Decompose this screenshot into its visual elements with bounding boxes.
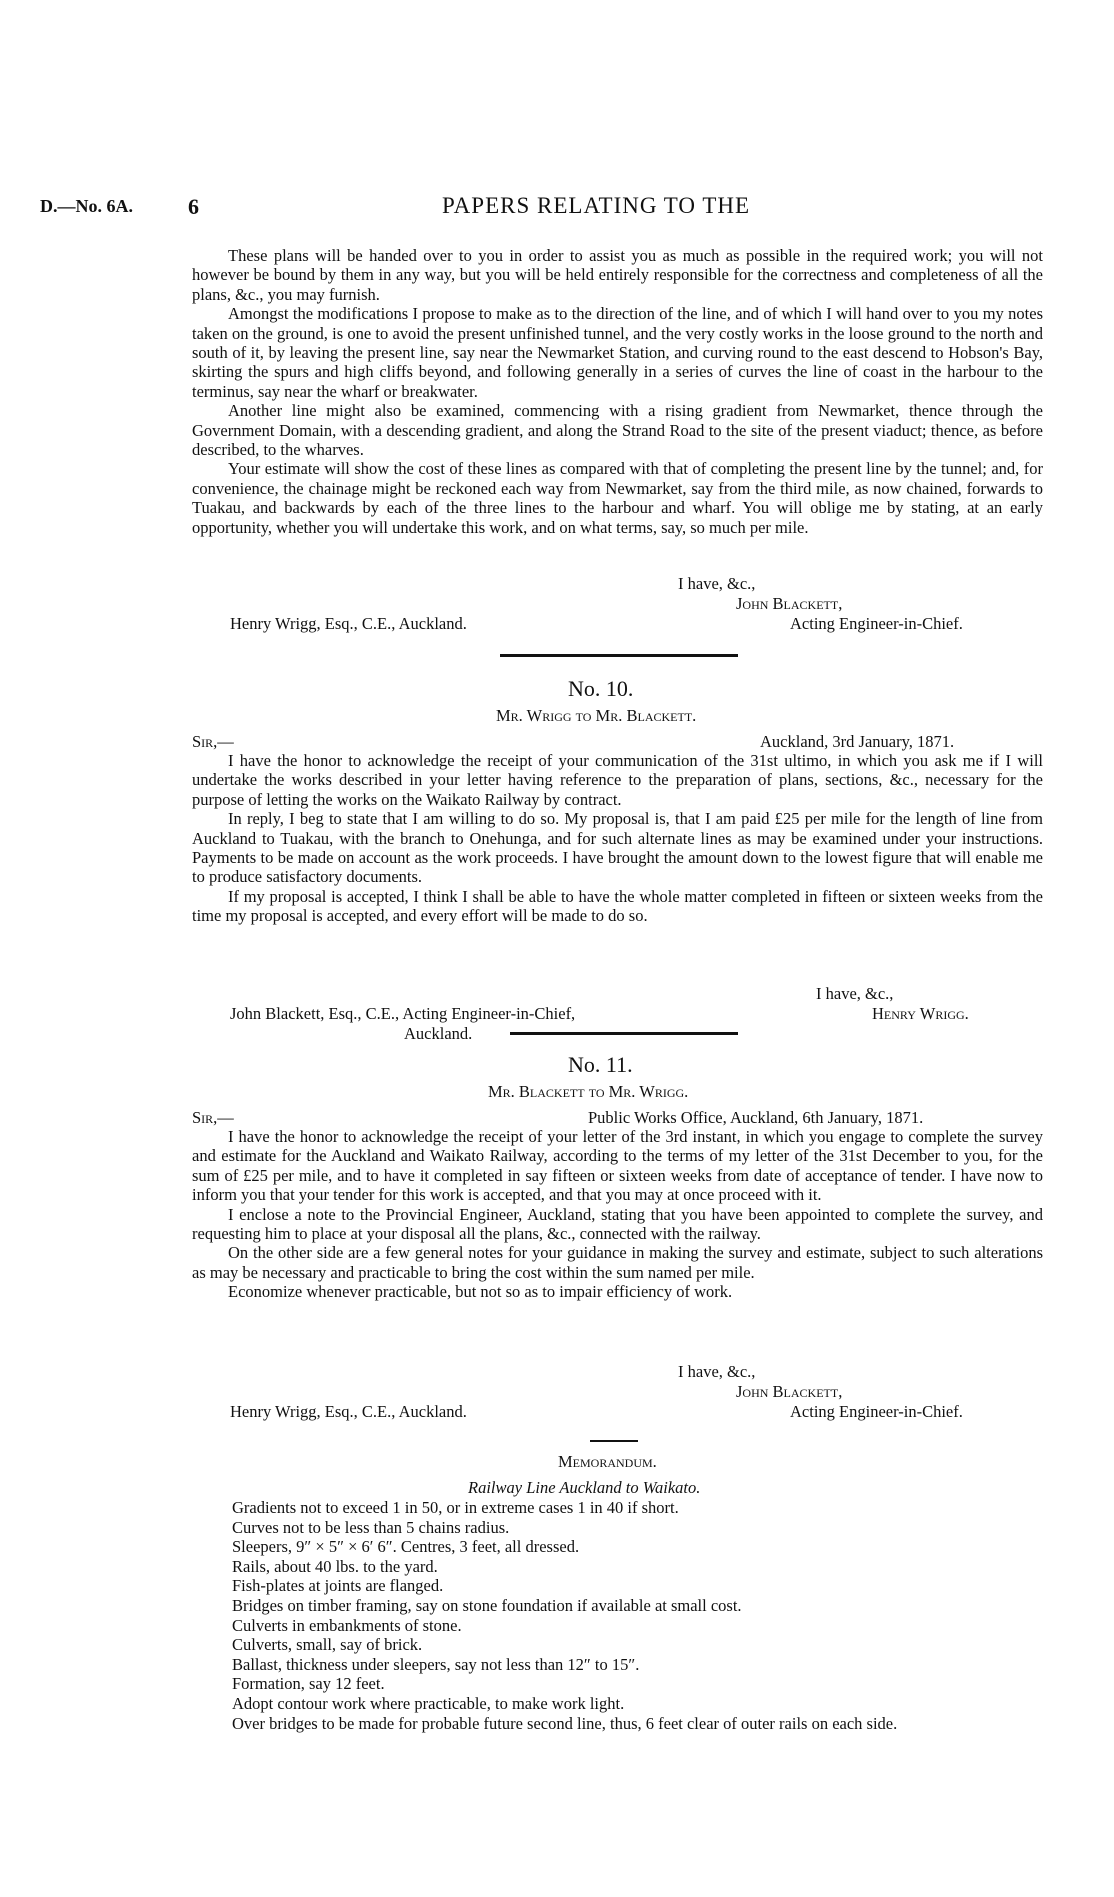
- list-item: Over bridges to be made for probable future second line, thus, 6 feet clear of outer rails on each side.: [232, 1713, 898, 1733]
- section-rule: [590, 1440, 638, 1442]
- section-rule: [510, 1032, 738, 1035]
- paragraph: In reply, I beg to state that I am willing to do so. My proposal is, that I am paid £25 per mile for the length of line from Auckland to Tuakau, with the branch to Onehunga, and for such alternate lines as may be examined under your instructions. Payments to be made on account as the work proceeds. I have brought the amount down to the lowest figure that will enable me to produce satisfactory documents.: [192, 809, 1043, 887]
- memorandum-subtitle: Railway Line Auckland to Waikato.: [468, 1478, 701, 1497]
- addressee: Henry Wrigg, Esq., C.E., Auckland.: [230, 614, 467, 633]
- list-item: Culverts, small, say of brick.: [232, 1635, 423, 1655]
- page-number: 6: [188, 194, 199, 219]
- memorandum-title: Memorandum.: [558, 1452, 657, 1471]
- letter-9-body: [192, 246, 1043, 537]
- paragraph: On the other side are a few general notes for your guidance in making the survey and estimate, subject to such alterations as may be necessary and practicable to bring the cost within the sum named per mile.: [192, 1243, 1043, 1282]
- memorandum-list: [232, 1498, 897, 1733]
- paragraph: I have the honor to acknowledge the receipt of your letter of the 3rd instant, in which you engage to complete the survey and estimate for the Auckland and Waikato Railway, according to the terms of my letter of the 31st December to you, for the sum of £25 per mile, and to have it completed in say fifteen or sixteen weeks from date of acceptance of tender. I have now to inform you that your tender for this work is accepted, and that you may at once proceed with it.: [192, 1127, 1043, 1205]
- list-item: Gradients not to exceed 1 in 50, or in extreme cases 1 in 40 if short.: [232, 1498, 679, 1517]
- paragraph: If my proposal is accepted, I think I shall be able to have the whole matter completed in fifteen or sixteen weeks from the time my proposal is accepted, and every effort will be made to do so.: [192, 886, 1043, 926]
- letter-10-body: [192, 751, 1043, 926]
- list-item: Sleepers, 9″ × 5″ × 6′ 6″. Centres, 3 feet, all dressed.: [232, 1537, 580, 1557]
- paragraph: I have the honor to acknowledge the receipt of your communication of the 31st ultimo, in which you ask me if I will undertake the works described in your letter having reference to the preparation of plans, sections, &c., necessary for the purpose of letting the works on the Waikato Railway by contract.: [192, 751, 1043, 809]
- list-item: Adopt contour work where practicable, to make work light.: [232, 1693, 625, 1713]
- section-rule: [500, 654, 738, 657]
- paragraph: Amongst the modifications I propose to make as to the direction of the line, and of which I will hand over to you my notes taken on the ground, is one to avoid the present unfinished tunnel, and the very costly works in the loose ground to the north and south of it, by leaving the present line, say near the Newmarket Station, and curving round to the east descend to Hobson's Bay, skirting the spurs and high cliffs beyond, and following generally in a series of curves the line of coast in the harbour to the terminus, say near the wharf or breakwater.: [192, 304, 1043, 401]
- place-date: Auckland, 3rd January, 1871.: [760, 732, 955, 751]
- addressee: Henry Wrigg, Esq., C.E., Auckland.: [230, 1402, 467, 1421]
- letter-11-body: [192, 1127, 1043, 1302]
- list-item: Bridges on timber framing, say on stone foundation if available at small cost.: [232, 1595, 742, 1615]
- letter-from-to: Mr. Blackett to Mr. Wrigg.: [488, 1082, 689, 1101]
- letter-from-to: Mr. Wrigg to Mr. Blackett.: [496, 706, 697, 725]
- list-item: Ballast, thickness under sleepers, say not less than 12″ to 15″.: [232, 1654, 640, 1674]
- salutation: Sir,—: [192, 1108, 234, 1127]
- signature: John Blackett,: [736, 1382, 843, 1401]
- salutation: Sir,—: [192, 732, 234, 751]
- signature: Henry Wrigg.: [872, 1004, 969, 1023]
- paragraph: Economize whenever practicable, but not so as to impair efficiency of work.: [228, 1282, 733, 1302]
- list-item: Culverts in embankments of stone.: [232, 1615, 462, 1635]
- signature-title: Acting Engineer-in-Chief.: [790, 1402, 963, 1421]
- letter-number: No. 11.: [568, 1052, 633, 1077]
- closing: I have, &c.,: [678, 574, 756, 593]
- list-item: Curves not to be less than 5 chains radius.: [232, 1517, 510, 1537]
- running-title: PAPERS RELATING TO THE: [442, 193, 751, 218]
- paragraph: Another line might also be examined, commencing with a rising gradient from Newmarket, thence through the Government Domain, with a descending gradient, and along the Strand Road to the site of the present viaduct; thence, as before described, to the wharves.: [192, 401, 1043, 460]
- paragraph: These plans will be handed over to you in order to assist you as much as possible in the required work; you will not however be bound by them in any way, but you will be held entirely responsible for the correctness and completeness of all the plans, &c., you may furnish.: [192, 246, 1043, 304]
- signature-title: Acting Engineer-in-Chief.: [790, 614, 963, 633]
- closing: I have, &c.,: [678, 1362, 756, 1381]
- list-item: Rails, about 40 lbs. to the yard.: [232, 1556, 438, 1576]
- paragraph: I enclose a note to the Provincial Engineer, Auckland, stating that you have been appointed to complete the survey, and requesting him to place at your disposal all the plans, &c., connected with the railway.: [192, 1204, 1043, 1244]
- list-item: Formation, say 12 feet.: [232, 1674, 385, 1694]
- paragraph: Your estimate will show the cost of these lines as compared with that of completing the present line by the tunnel; and, for convenience, the chainage might be reckoned each way from Newmarket, say from the third mile, as now chained, forwards to Tuakau, and backwards by each of the three lines to the harbour and wharf. You will oblige me by stating, at an early opportunity, whether you will undertake this work, and on what terms, say, so much per mile.: [192, 459, 1043, 537]
- place-date: Public Works Office, Auckland, 6th January, 1871.: [588, 1108, 924, 1127]
- addressee: Auckland.: [404, 1024, 473, 1043]
- addressee: John Blackett, Esq., C.E., Acting Engineer-in-Chief,: [230, 1004, 576, 1023]
- list-item: Fish-plates at joints are flanged.: [232, 1576, 444, 1596]
- letter-number: No. 10.: [568, 676, 634, 701]
- closing: I have, &c.,: [816, 984, 894, 1003]
- signature: John Blackett,: [736, 594, 843, 613]
- document-reference: D.—No. 6A.: [40, 196, 133, 216]
